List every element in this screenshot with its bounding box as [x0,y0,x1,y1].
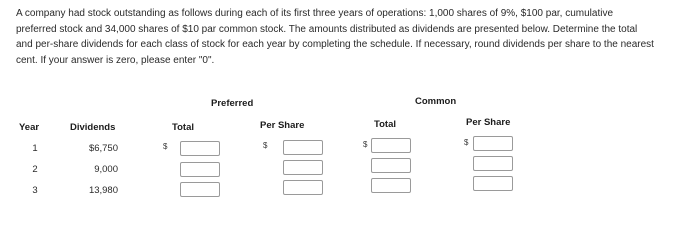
common-per-share-input[interactable] [473,176,513,191]
year-cell: 1 [32,143,38,154]
preferred-group-header: Preferred [211,98,254,109]
problem-instructions [16,6,700,68]
year-cell: 3 [32,185,38,196]
instruction-line: and per-share dividends for each class of stock for each year by completing the schedule. If necessary, round dividends per share to the nearest [16,39,654,51]
instruction-line: A company had stock outstanding as follows during each of its first three years of operations: 1,000 shares of 9%, $100 par, cumulative [16,8,614,19]
dividends-cell: 9,000 [94,164,118,175]
dividends-cell: $6,750 [88,143,118,154]
instruction-line: cent. If your answer is zero, please enter "0". [16,54,215,66]
preferred-total-input[interactable] [180,182,220,197]
common-total-column-header: Total [374,119,396,130]
common-total-input[interactable] [371,158,411,173]
preferred-total-input[interactable] [180,162,220,177]
preferred-per-share-input[interactable] [283,180,323,195]
dividends-cell: 13,980 [88,185,118,196]
dollar-sign: $ [263,141,268,150]
dollar-sign: $ [163,142,168,151]
common-total-input[interactable] [371,178,411,193]
common-total-input[interactable] [371,138,411,153]
preferred-per-share-column-header: Per Share [260,120,305,131]
year-column-header: Year [19,122,40,133]
preferred-total-column-header: Total [172,122,194,133]
year-cell: 2 [32,164,38,175]
common-per-share-input[interactable] [473,136,513,151]
instruction-line: preferred stock and 34,000 shares of $10 par common stock. The amounts distributed as dividends are presented below. Determine the total [16,23,638,35]
preferred-per-share-input[interactable] [283,140,323,155]
common-per-share-column-header: Per Share [466,117,511,128]
preferred-per-share-input[interactable] [283,160,323,175]
dollar-sign: $ [464,138,469,147]
common-group-header: Common [415,96,457,107]
common-per-share-input[interactable] [473,156,513,171]
dollar-sign: $ [363,140,368,149]
dividends-column-header: Dividends [70,122,116,133]
preferred-total-input[interactable] [180,141,220,156]
